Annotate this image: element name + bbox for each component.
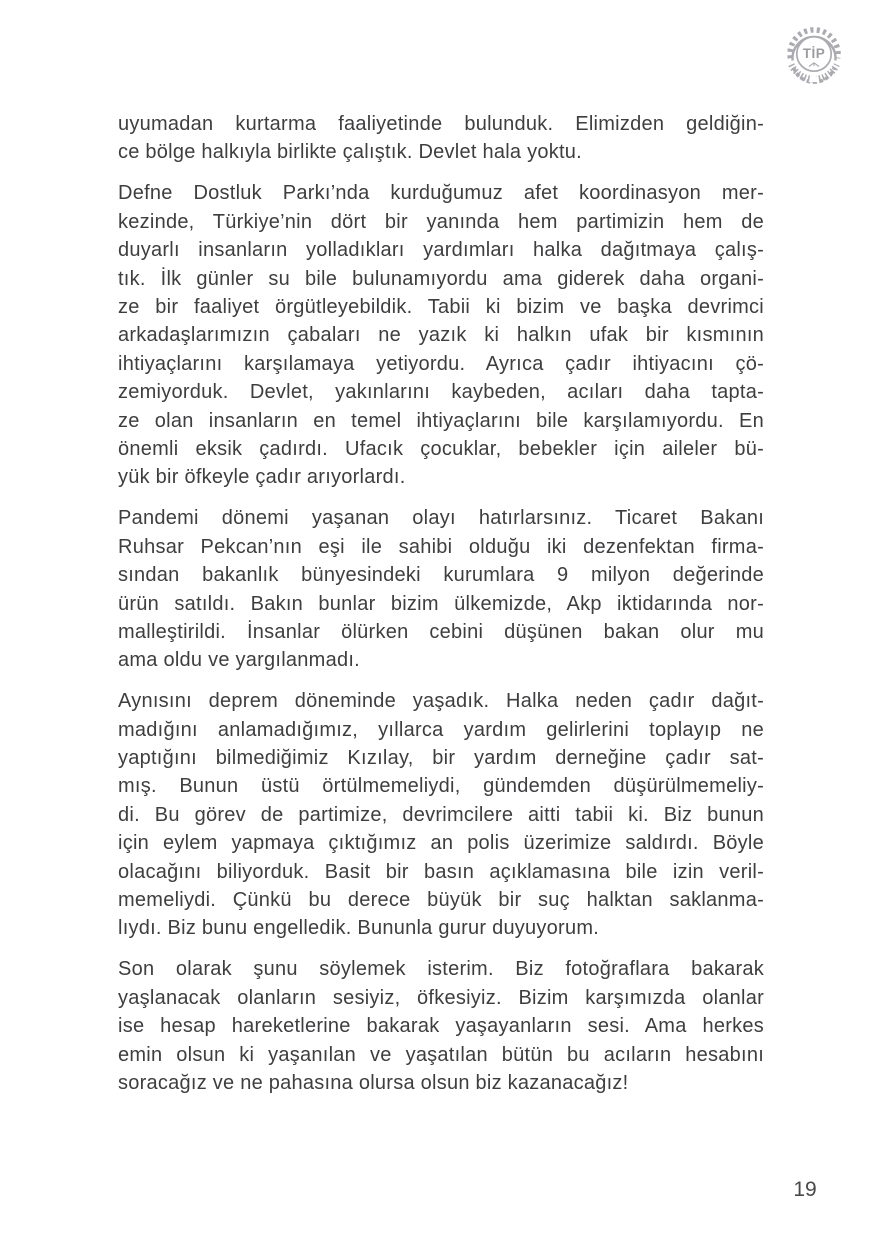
- text-line: ce bölge halkıyla birlikte çalıştık. Devlet hala yoktu.: [118, 141, 582, 164]
- text-line: lıydı. Biz bunu engelledik. Bununla gurur duyuyorum.: [118, 917, 600, 940]
- wreath-stem-notch: [810, 76, 819, 83]
- text-line: Pandemi dönemi yaşanan olayı hatırlarsınız. Ticaret Bakanı: [118, 507, 764, 530]
- text-line: mış. Bunun üstü örtülmemeliydi, gündemden düşürülmemeliy-: [118, 775, 764, 798]
- text-line: tık. İlk günler su bile bulunamıyordu ama giderek daha organi-: [118, 267, 764, 290]
- text-line: için eylem yapmaya çıktığımız an polis üzerimize saldırdı. Böyle: [118, 832, 764, 855]
- text-line: sından bakanlık bünyesindeki kurumlara 9 milyon değerinde: [118, 564, 764, 587]
- tip-party-emblem-icon: [780, 23, 848, 91]
- text-line: yaptığını bilmediğimiz Kızılay, bir yardım derneğine çadır sat-: [118, 747, 764, 770]
- text-line: soracağız ve ne pahasına olursa olsun biz kazanacağız!: [118, 1072, 629, 1094]
- text-line: Defne Dostluk Parkı’nda kurduğumuz afet koordinasyon mer-: [118, 182, 764, 205]
- text-line: arkadaşlarımızın çabaları ne yazık ki halkın ufak bir kısmının: [118, 324, 764, 347]
- text-line: ise hesap hareketlerine bakarak yaşayanların sesi. Ama herkes: [118, 1015, 764, 1038]
- text-line: Ruhsar Pekcan’nın eşi ile sahibi olduğu iki dezenfektan firma-: [118, 535, 764, 558]
- text-line: ama oldu ve yargılanmadı.: [118, 649, 360, 672]
- text-line: zemiyorduk. Devlet, yakınlarını kaybeden, acıları daha tapta-: [118, 381, 764, 404]
- text-line: di. Bu görev de partimize, devrimcilere aitti tabii ki. Biz bunun: [118, 803, 764, 826]
- text-line: ihtiyaçlarını karşılamaya yetiyordu. Ayrıca çadır ihtiyacını çö-: [118, 352, 764, 375]
- paragraph: [118, 179, 764, 491]
- text-line: memeliydi. Çünkü bu derece büyük bir suç halktan saklanma-: [118, 889, 764, 912]
- text-line: önemli eksik çadırdı. Ufacık çocuklar, bebekler için aileler bü-: [118, 437, 764, 460]
- text-line: olacağını biliyorduk. Basit bir basın açıklamasına bile izin veril-: [118, 860, 764, 883]
- tip-logo: [780, 23, 848, 91]
- text-line: uyumadan kurtarma faaliyetinde bulunduk. Elimizden geldiğin-: [118, 113, 764, 135]
- page-text: [118, 110, 764, 1110]
- text-line: duyarlı insanların yolladıkları yardımları halka dağıtmaya çalış-: [118, 239, 764, 262]
- text-line: ürün satıldı. Bakın bunlar bizim ülkemizde, Akp iktidarında nor-: [118, 592, 764, 615]
- page-number: 19: [793, 1178, 817, 1201]
- text-line: Son olarak şunu söylemek isterim. Biz fotoğraflara bakarak: [118, 958, 764, 981]
- text-line: madığını anlamadığımız, yıllarca yardım gelirlerini toplayıp ne: [118, 718, 764, 741]
- paragraph: [118, 110, 764, 167]
- text-line: ze bir faaliyet örgütleyebildik. Tabii ki bizim ve başka devrimci: [118, 295, 764, 318]
- text-line: malleştirildi. İnsanlar ölürken cebini düşünen bakan olur mu: [118, 620, 764, 643]
- text-line: emin olsun ki yaşanılan ve yaşatılan bütün bu acıların hesabını: [118, 1043, 764, 1066]
- text-line: ze olan insanların en temel ihtiyaçlarını bile karşılamıyordu. En: [118, 409, 764, 432]
- paragraph: [118, 687, 764, 943]
- text-line: yük bir öfkeyle çadır arıyorlardı.: [118, 466, 406, 489]
- paragraph: [118, 504, 764, 674]
- text-line: kezinde, Türkiye’nin dört bir yanında hem partimizin hem de: [118, 210, 764, 233]
- text-line: yaşlanacak olanların sesiyiz, öfkesiyiz. Bizim karşımızda olanlar: [118, 986, 764, 1009]
- paragraph: [118, 955, 764, 1097]
- emblem-initials: TİP: [802, 46, 826, 61]
- text-line: Aynısını deprem döneminde yaşadık. Halka neden çadır dağıt-: [118, 690, 764, 713]
